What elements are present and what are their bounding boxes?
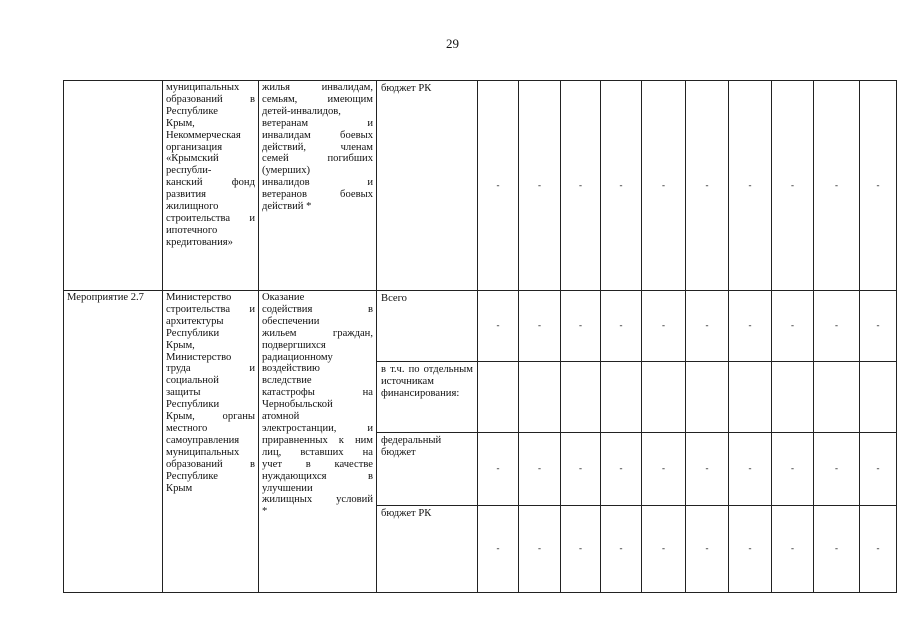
value-mark: -: [835, 179, 838, 190]
value-mark: -: [579, 320, 582, 331]
value-mark: -: [619, 320, 623, 331]
value-cell: [686, 362, 729, 433]
value-mark: -: [705, 543, 709, 554]
value-mark: -: [579, 543, 582, 554]
cell-line: кредитования»: [166, 236, 233, 248]
value-cell: [772, 81, 814, 291]
value-cell: [561, 291, 601, 362]
value-cell: [686, 433, 729, 506]
value-cell: [729, 291, 772, 362]
value-mark: -: [791, 543, 794, 554]
cell-line: республи-: [166, 165, 212, 177]
value-mark: -: [662, 179, 665, 190]
event-cell-empty: [64, 81, 163, 291]
cell-line: организация: [166, 141, 223, 153]
value-cell: [642, 291, 686, 362]
cell-line: местного: [166, 422, 208, 434]
cell-line: действий, членам: [262, 141, 373, 153]
source-cell: в т.ч. по отдельным источникам финансирования:: [377, 362, 478, 433]
cell-line: улучшении: [262, 482, 313, 494]
value-cell: [772, 506, 814, 593]
cell-line: (умерших): [262, 165, 311, 177]
value-mark: -: [662, 543, 665, 554]
value-cell: [478, 362, 519, 433]
value-mark: -: [496, 320, 500, 331]
value-cell: [814, 362, 860, 433]
value-mark: -: [579, 179, 582, 190]
value-mark: -: [496, 463, 500, 474]
program-budget-table: [63, 80, 897, 593]
cell-line: социальной: [166, 375, 219, 387]
value-cell: [478, 433, 519, 506]
value-mark: -: [835, 463, 838, 474]
cell-line: строительства и: [166, 303, 255, 315]
cell-line: «Крымский: [166, 153, 219, 165]
value-cell: [686, 81, 729, 291]
value-mark: -: [748, 320, 752, 331]
value-mark: -: [496, 543, 500, 554]
cell-line: семей погибших: [262, 153, 373, 165]
source-cell: бюджет РК: [377, 506, 478, 593]
cell-line: Крым,: [166, 339, 195, 351]
description-cell: [259, 291, 377, 593]
event-name-cell: Мероприятие 2.7: [64, 291, 163, 593]
value-cell: [814, 291, 860, 362]
cell-line: учет в качестве: [262, 458, 373, 470]
value-mark: -: [538, 543, 541, 554]
cell-line: инвалидам боевых: [262, 129, 373, 141]
cell-line: труда и: [166, 363, 255, 375]
value-cell: [601, 433, 642, 506]
source-cell: федеральный бюджет: [377, 433, 478, 506]
value-cell: [686, 291, 729, 362]
cell-line: инвалидов и: [262, 177, 373, 189]
cell-line: Министерство: [166, 351, 232, 363]
value-cell: [860, 81, 897, 291]
cell-line: Крым,: [166, 117, 195, 129]
cell-line: детей-инвалидов,: [262, 105, 341, 117]
cell-line: муниципальных: [166, 446, 240, 458]
value-mark: -: [876, 320, 880, 331]
value-cell: [814, 433, 860, 506]
value-cell: [729, 81, 772, 291]
cell-line: развития: [166, 189, 207, 201]
value-mark: -: [791, 320, 794, 331]
cell-line: *: [262, 506, 268, 518]
cell-line: воздействию: [262, 363, 320, 375]
cell-line: образований в: [166, 458, 255, 470]
cell-line: лиц, вставших на: [262, 446, 373, 458]
value-mark: -: [835, 543, 838, 554]
cell-line: жилья инвалидам,: [262, 82, 373, 93]
value-mark: -: [748, 463, 752, 474]
value-cell: [519, 291, 561, 362]
value-mark: -: [748, 543, 752, 554]
value-mark: -: [496, 179, 500, 190]
cell-line: Крым, органы: [166, 411, 255, 423]
cell-line: ипотечного: [166, 224, 218, 236]
cell-line: Республики: [166, 399, 220, 411]
cell-line: самоуправления: [166, 434, 240, 446]
cell-line: муниципальных: [166, 82, 240, 93]
value-cell: [519, 506, 561, 593]
value-cell: [814, 81, 860, 291]
value-cell: [860, 433, 897, 506]
value-cell: [686, 506, 729, 593]
value-mark: -: [538, 320, 541, 331]
cell-line: архитектуры: [166, 315, 224, 327]
value-mark: -: [876, 463, 880, 474]
cell-line: атомной: [262, 411, 300, 423]
value-cell: [519, 362, 561, 433]
value-mark: -: [791, 463, 794, 474]
cell-line: строительства и: [166, 212, 255, 224]
cell-line: Крым: [166, 482, 193, 494]
value-mark: -: [705, 320, 709, 331]
cell-line: жильем граждан,: [262, 327, 373, 339]
value-cell: [642, 81, 686, 291]
value-mark: -: [662, 463, 665, 474]
value-cell: [601, 291, 642, 362]
value-cell: [729, 506, 772, 593]
table-row: [64, 291, 897, 362]
value-mark: -: [876, 543, 880, 554]
value-mark: -: [748, 179, 752, 190]
table-row: [64, 81, 897, 291]
cell-line: Министерство: [166, 292, 232, 303]
value-cell: [561, 81, 601, 291]
value-cell: [519, 433, 561, 506]
value-cell: [814, 506, 860, 593]
cell-line: действий *: [262, 201, 312, 213]
value-cell: [729, 362, 772, 433]
responsible-cell: [163, 81, 259, 291]
cell-line: Чернобыльской: [262, 399, 333, 411]
value-cell: [860, 362, 897, 433]
description-cell: [259, 81, 377, 291]
value-mark: -: [791, 179, 794, 190]
value-mark: -: [538, 179, 541, 190]
value-mark: -: [705, 179, 709, 190]
cell-line: Республики: [166, 327, 220, 339]
cell-line: Некоммерческая: [166, 129, 241, 141]
value-mark: -: [579, 463, 582, 474]
page-number: 29: [446, 36, 459, 51]
cell-line: катастрофы на: [262, 387, 373, 399]
value-mark: -: [538, 463, 541, 474]
value-cell: [601, 81, 642, 291]
cell-line: защиты: [166, 387, 201, 399]
value-cell: [601, 506, 642, 593]
value-cell: [561, 433, 601, 506]
cell-line: Оказание: [262, 292, 305, 303]
value-cell: [642, 506, 686, 593]
value-cell: [860, 291, 897, 362]
cell-line: Республике: [166, 470, 218, 482]
value-mark: -: [835, 320, 838, 331]
cell-line: жилищных условий: [262, 494, 373, 506]
responsible-cell: [163, 291, 259, 593]
cell-line: образований в: [166, 93, 255, 105]
value-cell: [478, 81, 519, 291]
value-cell: [772, 291, 814, 362]
cell-line: электростанции, и: [262, 422, 373, 434]
cell-line: вследствие: [262, 375, 312, 387]
value-cell: [642, 433, 686, 506]
value-mark: -: [619, 543, 623, 554]
value-cell: [519, 81, 561, 291]
value-cell: [772, 433, 814, 506]
value-cell: [561, 362, 601, 433]
cell-line: подвергшихся: [262, 339, 326, 351]
source-cell: Всего: [377, 291, 478, 362]
value-mark: -: [705, 463, 709, 474]
value-cell: [561, 506, 601, 593]
cell-line: ветеранов боевых: [262, 189, 373, 201]
value-cell: [642, 362, 686, 433]
cell-line: жилищного: [166, 201, 219, 213]
value-cell: [860, 506, 897, 593]
cell-line: семьям, имеющим: [262, 93, 373, 105]
cell-line: Республике: [166, 105, 218, 117]
value-mark: -: [619, 179, 623, 190]
cell-line: ветеранам и: [262, 117, 373, 129]
source-cell: бюджет РК: [377, 81, 478, 291]
cell-line: приравненных к ним: [262, 434, 373, 446]
value-mark: -: [619, 463, 623, 474]
value-mark: -: [876, 179, 880, 190]
value-cell: [729, 433, 772, 506]
value-cell: [478, 291, 519, 362]
cell-line: содействия в: [262, 303, 373, 315]
value-cell: [601, 362, 642, 433]
value-cell: [478, 506, 519, 593]
cell-line: канский фонд: [166, 177, 255, 189]
cell-line: обеспечении: [262, 315, 320, 327]
cell-line: радиационному: [262, 351, 333, 363]
value-cell: [772, 362, 814, 433]
value-mark: -: [662, 320, 665, 331]
cell-line: нуждающихся в: [262, 470, 373, 482]
